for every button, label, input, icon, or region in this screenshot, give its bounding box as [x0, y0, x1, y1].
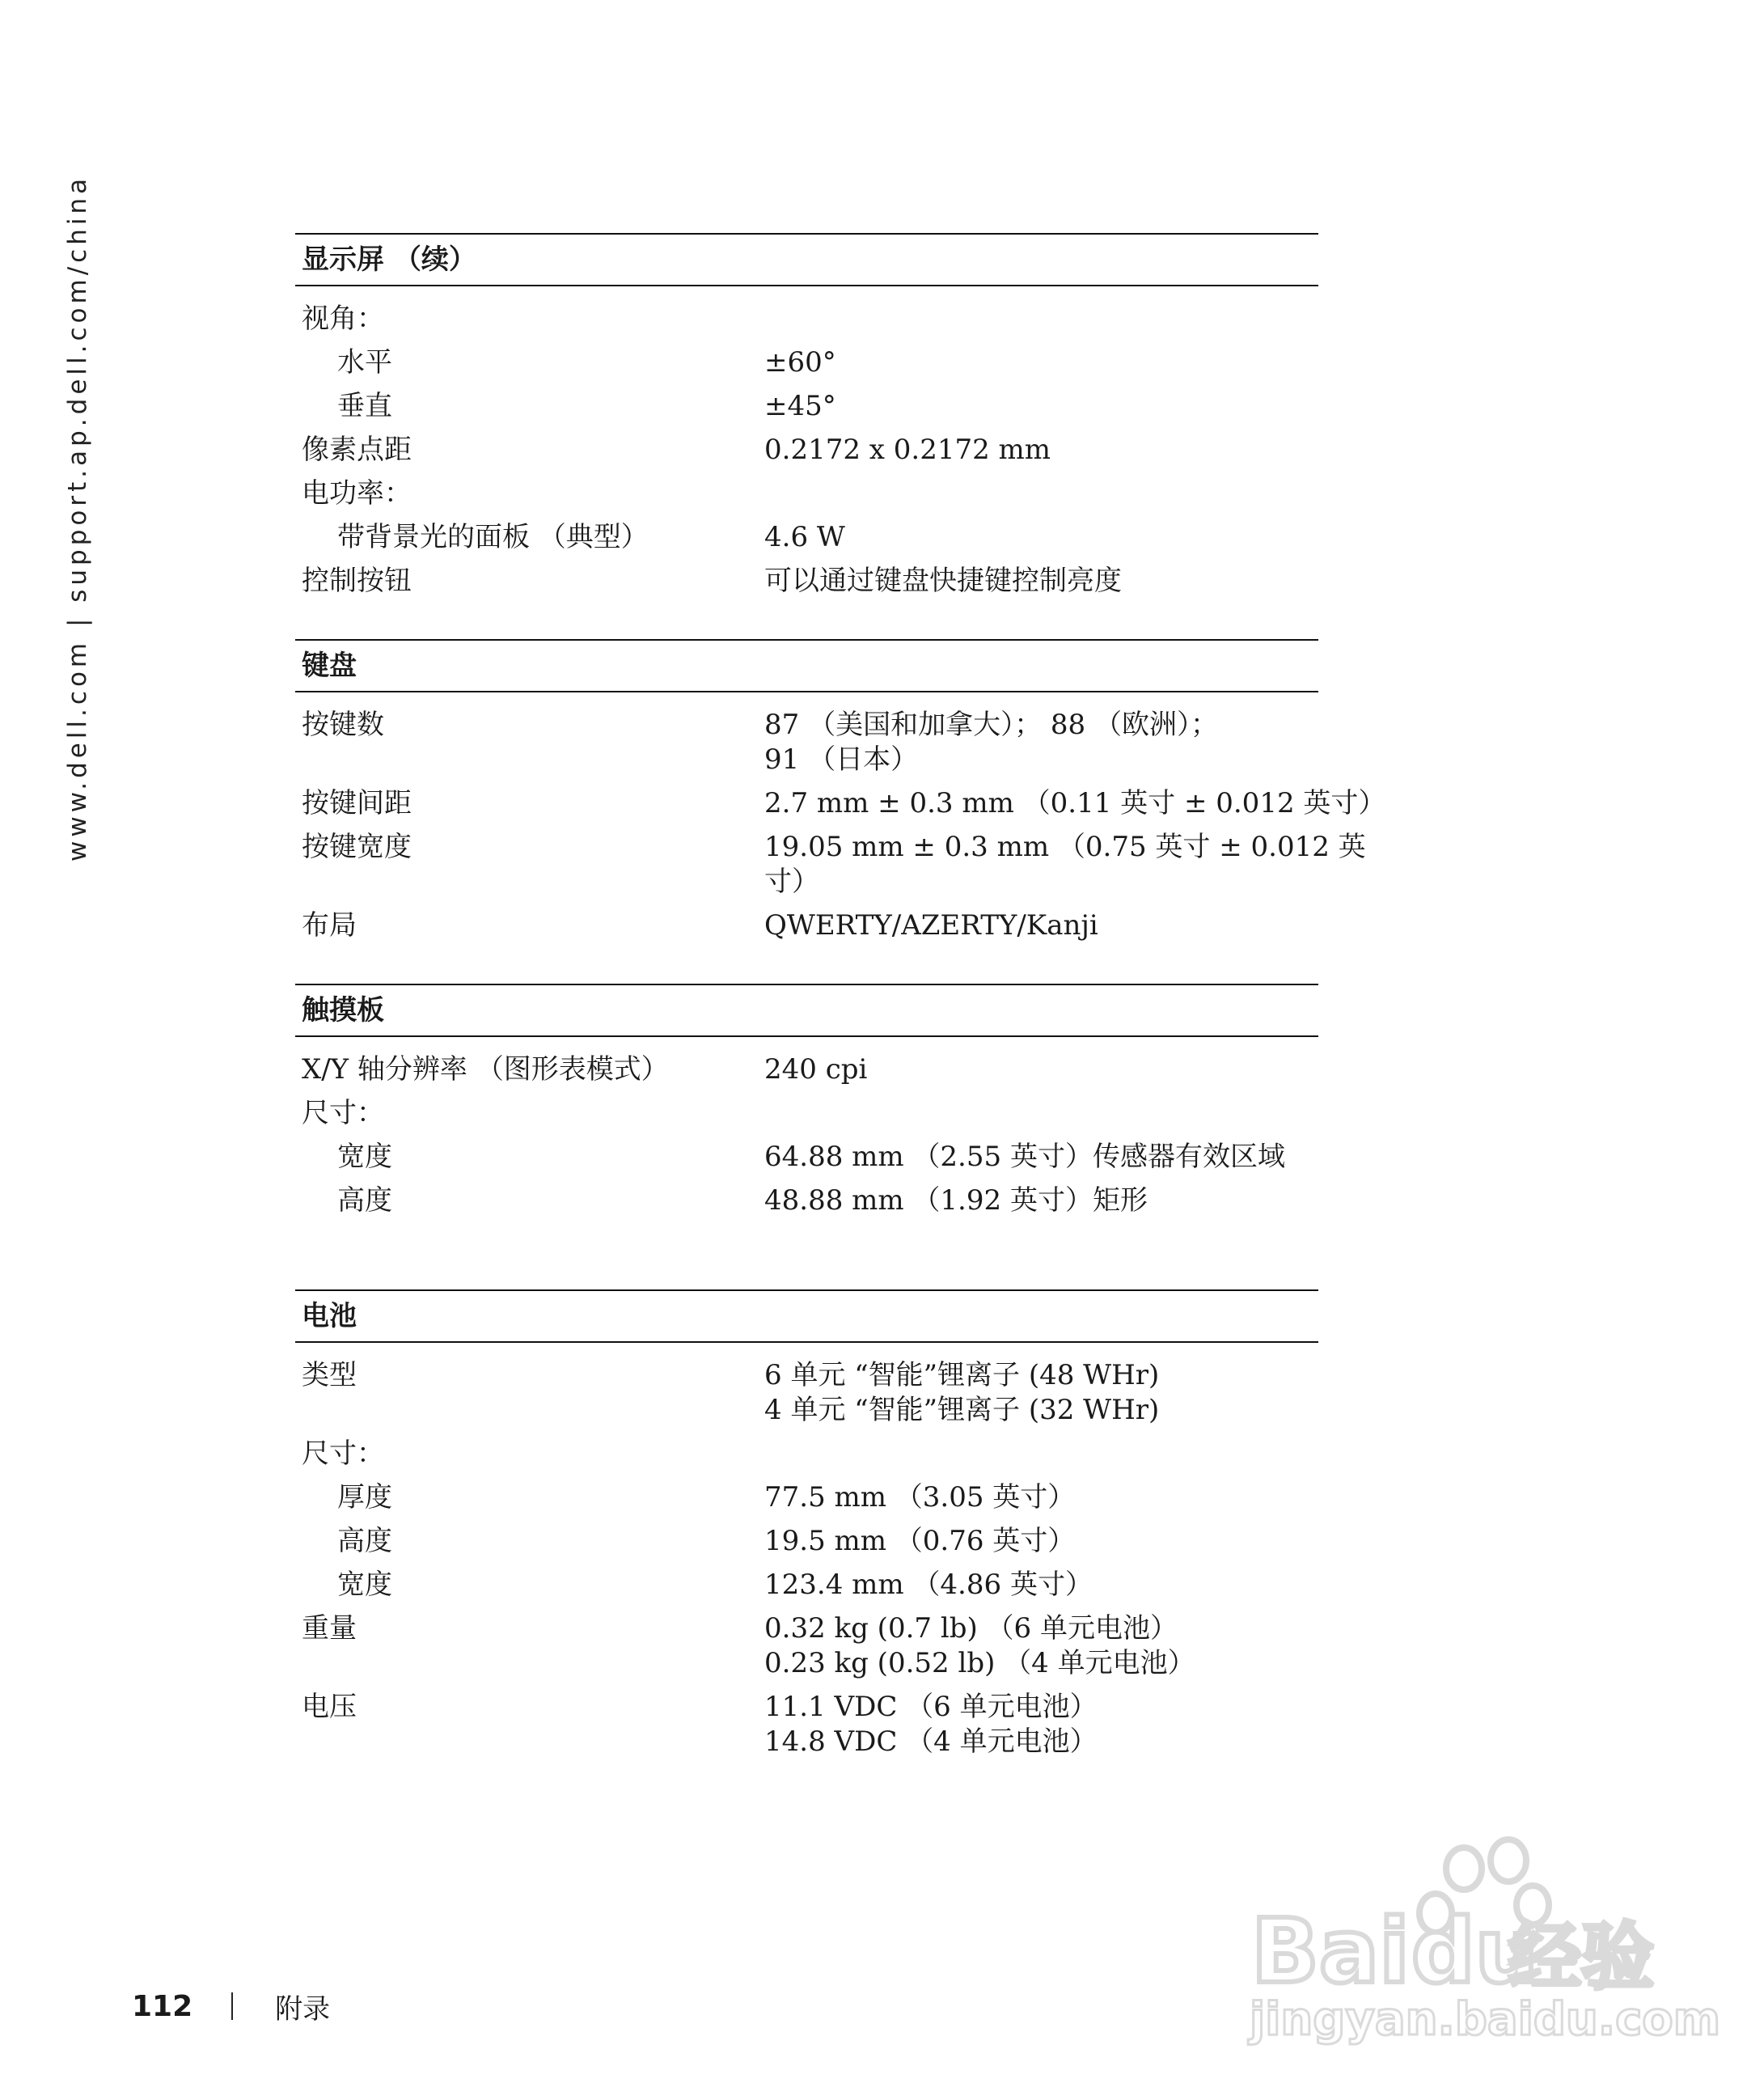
spec-value	[764, 564, 1318, 599]
spec-value	[764, 520, 1318, 555]
spec-row	[295, 564, 1318, 599]
spec-value	[764, 786, 1386, 821]
spec-table	[295, 233, 1386, 1800]
spec-key: 类型	[302, 1359, 357, 1391]
spec-value	[764, 1480, 1318, 1515]
spec-value	[764, 433, 1318, 468]
spec-key: 厚度	[337, 1481, 392, 1514]
spec-value-line: 11.1 VDC （6 单元电池）	[764, 1691, 1098, 1723]
spec-value	[764, 1568, 1318, 1603]
spec-row	[295, 1524, 1318, 1559]
spec-row	[295, 345, 1318, 380]
baidu-watermark	[1242, 1836, 1721, 2047]
spec-row	[295, 433, 1318, 468]
spec-key: 尺寸：	[302, 1437, 384, 1470]
spec-value-line: 19.05 mm ± 0.3 mm （0.75 英寸 ± 0.012 英	[764, 831, 1366, 863]
watermark-brand-cn: 经验	[1508, 1915, 1654, 2000]
spec-row	[295, 1611, 1318, 1681]
spec-value	[764, 1052, 1318, 1087]
spec-value-line: 0.2172 x 0.2172 mm	[764, 434, 1051, 466]
spec-row	[295, 830, 1366, 900]
watermark-brand-left: Bai	[1251, 1899, 1410, 2003]
spec-value	[764, 345, 1318, 380]
spec-key: 水平	[337, 346, 392, 379]
spec-section	[295, 984, 1318, 1218]
section-title: 触摸板	[295, 984, 1318, 1037]
spec-row	[295, 1183, 1318, 1218]
spec-row	[295, 1480, 1318, 1515]
spec-value-line: ±60°	[764, 346, 836, 379]
spec-value-line: 87 （美国和加拿大）； 88 （欧洲）；	[764, 709, 1218, 741]
side-url: www.dell.com | support.ap.dell.com/china	[63, 174, 92, 862]
spec-value	[764, 908, 1318, 943]
spec-key: 重量	[302, 1612, 357, 1645]
spec-row	[295, 1140, 1318, 1175]
spec-row	[295, 302, 1318, 337]
spec-key: 宽度	[337, 1141, 392, 1173]
spec-key: 垂直	[337, 390, 392, 422]
spec-section	[295, 1289, 1318, 1759]
spec-row	[295, 389, 1318, 424]
spec-row	[295, 1690, 1318, 1759]
spec-value	[764, 1690, 1318, 1759]
page-footer	[132, 1986, 330, 2026]
spec-value	[764, 1524, 1318, 1559]
spec-key: 带背景光的面板 （典型）	[337, 521, 649, 553]
spec-key: 高度	[337, 1184, 392, 1217]
spec-row	[295, 1568, 1318, 1603]
page-number: 112	[132, 1989, 193, 2023]
spec-value-line: 77.5 mm （3.05 英寸）	[764, 1481, 1076, 1514]
spec-value-line: 4.6 W	[764, 521, 845, 553]
spec-row	[295, 1437, 1318, 1471]
spec-row	[295, 786, 1386, 821]
spec-section	[295, 639, 1386, 943]
spec-key: 高度	[337, 1525, 392, 1557]
spec-value	[764, 1611, 1318, 1681]
spec-value-line: 6 单元 “智能”锂离子 (48 WHr)	[764, 1359, 1160, 1391]
spec-row	[295, 1052, 1318, 1087]
spec-key: 宽度	[337, 1569, 392, 1601]
spec-key: 像素点距	[302, 434, 412, 466]
spec-key: 布局	[302, 909, 357, 942]
spec-value-line: ±45°	[764, 390, 836, 422]
spec-value-line: 14.8 VDC （4 单元电池）	[764, 1725, 1098, 1758]
spec-key: 视角：	[302, 303, 384, 335]
watermark-url: jingyan.baidu.com	[1250, 1993, 1721, 2046]
spec-value	[764, 1358, 1318, 1428]
spec-value	[764, 1140, 1318, 1175]
watermark-brand-right: du	[1411, 1899, 1539, 2003]
spec-key: 按键数	[302, 709, 384, 741]
section-title: 显示屏 （续）	[295, 233, 1318, 286]
spec-value	[764, 708, 1318, 777]
spec-value-line: 0.32 kg (0.7 lb) （6 单元电池）	[764, 1612, 1178, 1645]
spec-section	[295, 233, 1318, 599]
section-title: 键盘	[295, 639, 1318, 692]
spec-row	[295, 1096, 1318, 1131]
footer-divider	[231, 1992, 233, 2020]
spec-row	[295, 1358, 1318, 1428]
spec-key: 按键宽度	[302, 831, 412, 863]
spec-value	[764, 830, 1366, 900]
spec-key: 按键间距	[302, 787, 412, 819]
spec-key: X/Y 轴分辨率 （图形表模式）	[302, 1053, 669, 1086]
spec-value-line: 240 cpi	[764, 1053, 868, 1086]
spec-value-line: 寸）	[764, 866, 819, 898]
spec-value	[764, 389, 1318, 424]
spec-value-line: 91 （日本）	[764, 743, 919, 776]
spec-value-line: 48.88 mm （1.92 英寸）矩形	[764, 1184, 1148, 1217]
spec-row	[295, 520, 1318, 555]
spec-key: 控制按钮	[302, 565, 412, 597]
spec-value-line: 19.5 mm （0.76 英寸）	[764, 1525, 1076, 1557]
spec-value-line: 可以通过键盘快捷键控制亮度	[764, 565, 1122, 597]
spec-value-line: 0.23 kg (0.52 lb) （4 单元电池）	[764, 1647, 1195, 1679]
spec-value-line: 64.88 mm （2.55 英寸）传感器有效区域	[764, 1141, 1285, 1173]
spec-row	[295, 708, 1318, 777]
spec-key: 电功率：	[302, 477, 412, 510]
spec-key: 电压	[302, 1691, 357, 1723]
spec-value-line: QWERTY/AZERTY/Kanji	[764, 909, 1098, 942]
spec-row	[295, 908, 1318, 943]
chapter-label: 附录	[275, 1992, 331, 2026]
spec-value-line: 2.7 mm ± 0.3 mm （0.11 英寸 ± 0.012 英寸）	[764, 787, 1386, 819]
spec-value-line: 123.4 mm （4.86 英寸）	[764, 1569, 1093, 1601]
spec-key: 尺寸：	[302, 1097, 384, 1129]
spec-row	[295, 476, 1318, 511]
spec-value-line: 4 单元 “智能”锂离子 (32 WHr)	[764, 1394, 1160, 1426]
spec-value	[764, 1183, 1318, 1218]
section-title: 电池	[295, 1289, 1318, 1343]
